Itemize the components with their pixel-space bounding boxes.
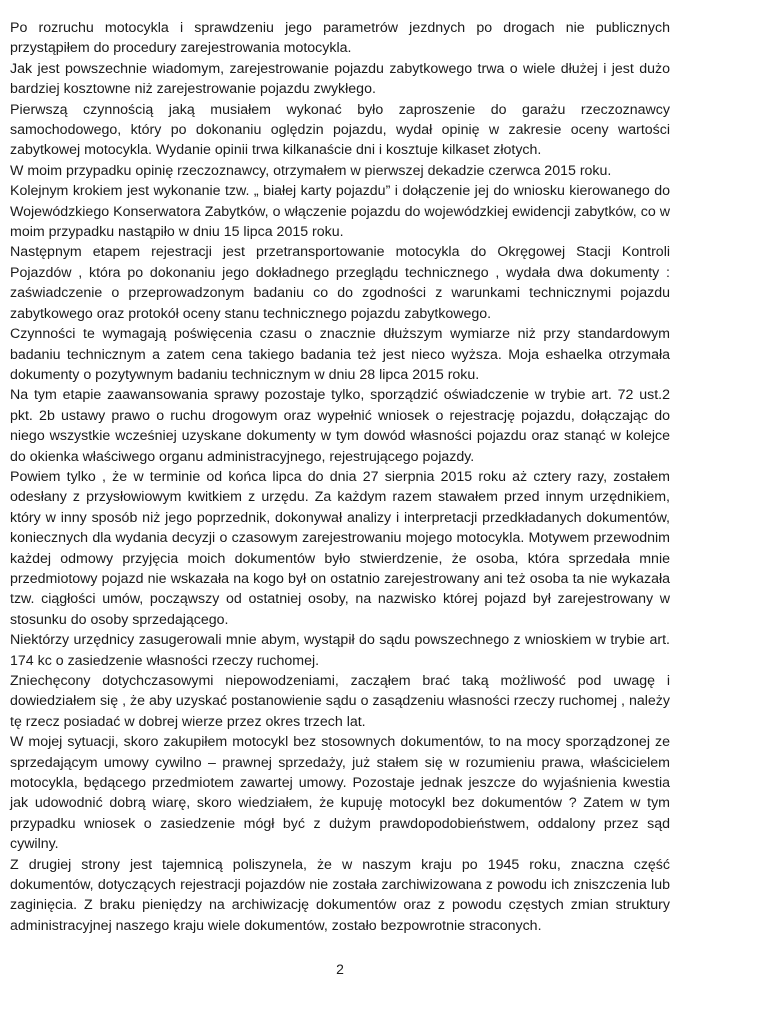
paragraph-5: Kolejnym krokiem jest wykonanie tzw. „ białej karty pojazdu” i dołączenie jej do wniosku kierowanego do Wojewódzkiego Konserwatora Zabytków, o włączenie pojazdu do wojewódzkiej ewidencji zabytków, co w moim przypadku nastąpiło w dniu 15 lipca 2015 roku. bbox=[10, 183, 670, 241]
paragraph-2: Jak jest powszechnie wiadomym, zarejestrowanie pojazdu zabytkowego trwa o wiele dłużej i jest dużo bardziej kosztowne niż zarejestrowanie pojazdu zwykłego. bbox=[10, 60, 670, 98]
paragraph-1: Po rozruchu motocykla i sprawdzeniu jego parametrów jezdnych po drogach nie publicznych przystąpiłem do procedury zarejestrowania motocykla. bbox=[10, 20, 670, 57]
paragraph-4: W moim przypadku opinię rzeczoznawcy, otrzymałem w pierwszej dekadzie czerwca 2015 roku. bbox=[10, 162, 612, 179]
paragraph-10: Niektórzy urzędnicy zasugerowali mnie abym, wystąpił do sądu powszechnego z wnioskiem w trybie art. 174 kc o zasiedzenie własności rzeczy ruchomej. bbox=[10, 632, 670, 669]
paragraph-9: Powiem tylko , że w terminie od końca lipca do dnia 27 sierpnia 2015 roku aż cztery razy, zostałem odesłany z przysłowiowym kwitkiem z urzędu. Za każdym razem stawałem przed innym urzędnikiem, który w inny sposób niż jego poprzednik, dokonywał analizy i interpretacji przedkładanych dokumentów, koniecznych dla wydania decyzji o czasowym zarejestrowaniu mojego motocykla. Motywem przewodnim każdej odmowy przyjęcia moich dokumentów było stwierdzenie, że osoba, która sprzedała mnie przedmiotowy pojazd nie wskazała na kogo był on ostatnio zarejestrowany ani też osoba ta nie wykazała tzw. ciągłości umów, począwszy od ostatniej osoby, na nazwisko której pojazd był zarejestrowany w stosunku do osoby sprzedającego. bbox=[10, 468, 670, 628]
paragraph-3: Pierwszą czynnością jaką musiałem wykonać było zaproszenie do garażu rzeczoznawcy samochodowego, który po dokonaniu oględzin pojazdu, wydał opinię w zakresie oceny wartości zabytkowej motocykla. Wydanie opinii trwa kilkanaście dni i kosztuje kilkaset złotych. bbox=[10, 101, 670, 159]
paragraph-11: Zniechęcony dotychczasowymi niepowodzeniami, zacząłem brać taką możliwość pod uwagę i dowiedziałem się , że aby uzyskać postanowienie sądu o zasądzeniu własności rzeczy ruchomej , należy tę rzecz posiadać w dobrej wierze przez okres trzech lat. bbox=[10, 673, 670, 730]
document-body bbox=[10, 18, 670, 936]
paragraph-8: Na tym etapie zaawansowania sprawy pozostaje tylko, sporządzić oświadczenie w trybie art. 72 ust.2 pkt. 2b ustawy prawo o ruchu drogowym oraz wypełnić wniosek o rejestrację pojazdu, dołączając do niego wszystkie wcześniej uzyskane dokumenty w tym dowód własności pojazdu oraz stanąć w kolejce do okienka właściwego organu administracyjnego, rejestrującego pojazdy. bbox=[10, 387, 670, 465]
page-number: 2 bbox=[336, 961, 344, 977]
paragraph-7: Czynności te wymagają poświęcenia czasu o znacznie dłuższym wymiarze niż przy standardowym badaniu technicznym a zatem cena takiego badania też jest nieco wyższa. Moja eshaelka otrzymała dokumenty o pozytywnym badaniu technicznym w dniu 28 lipca 2015 roku. bbox=[10, 326, 670, 383]
paragraph-12: W mojej sytuacji, skoro zakupiłem motocykl bez stosownych dokumentów, to na mocy sporządzonej ze sprzedającym umowy cywilno – prawnej sprzedaży, już stałem się w rozumieniu prawa, właścicielem motocykla, będącego przedmiotem zawartej umowy. Pozostaje jednak jeszcze do wyjaśnienia kwestia jak udowodnić dobrą wiarę, skoro wiedziałem, że kupuję motocykl bez dokumentów ? Zatem w tym przypadku wniosek o zasiedzenie mógł być z dużym prawdopodobieństwem, oddalony przez sąd cywilny. bbox=[10, 734, 670, 853]
paragraph-13: Z drugiej strony jest tajemnicą poliszynela, że w naszym kraju po 1945 roku, znaczna część dokumentów, dotyczących rejestracji pojazdów nie została zarchiwizowana z powodu ich zniszczenia lub zaginięcia. Z braku pieniędzy na archiwizację dokumentów oraz z powodu częstych zmian struktury administracyjnej naszego kraju wiele dokumentów, zostało bezpowrotnie straconych. bbox=[10, 856, 670, 934]
paragraph-6: Następnym etapem rejestracji jest przetransportowanie motocykla do Okręgowej Stacji Kontroli Pojazdów , która po dokonaniu jego dokładnego przeglądu technicznego , wydała dwa dokumenty : zaświadczenie o przeprowadzonym badaniu co do zgodności z warunkami technicznymi pojazdu zabytkowego oraz protokół oceny stanu technicznego pojazdu zabytkowego. bbox=[10, 244, 670, 322]
